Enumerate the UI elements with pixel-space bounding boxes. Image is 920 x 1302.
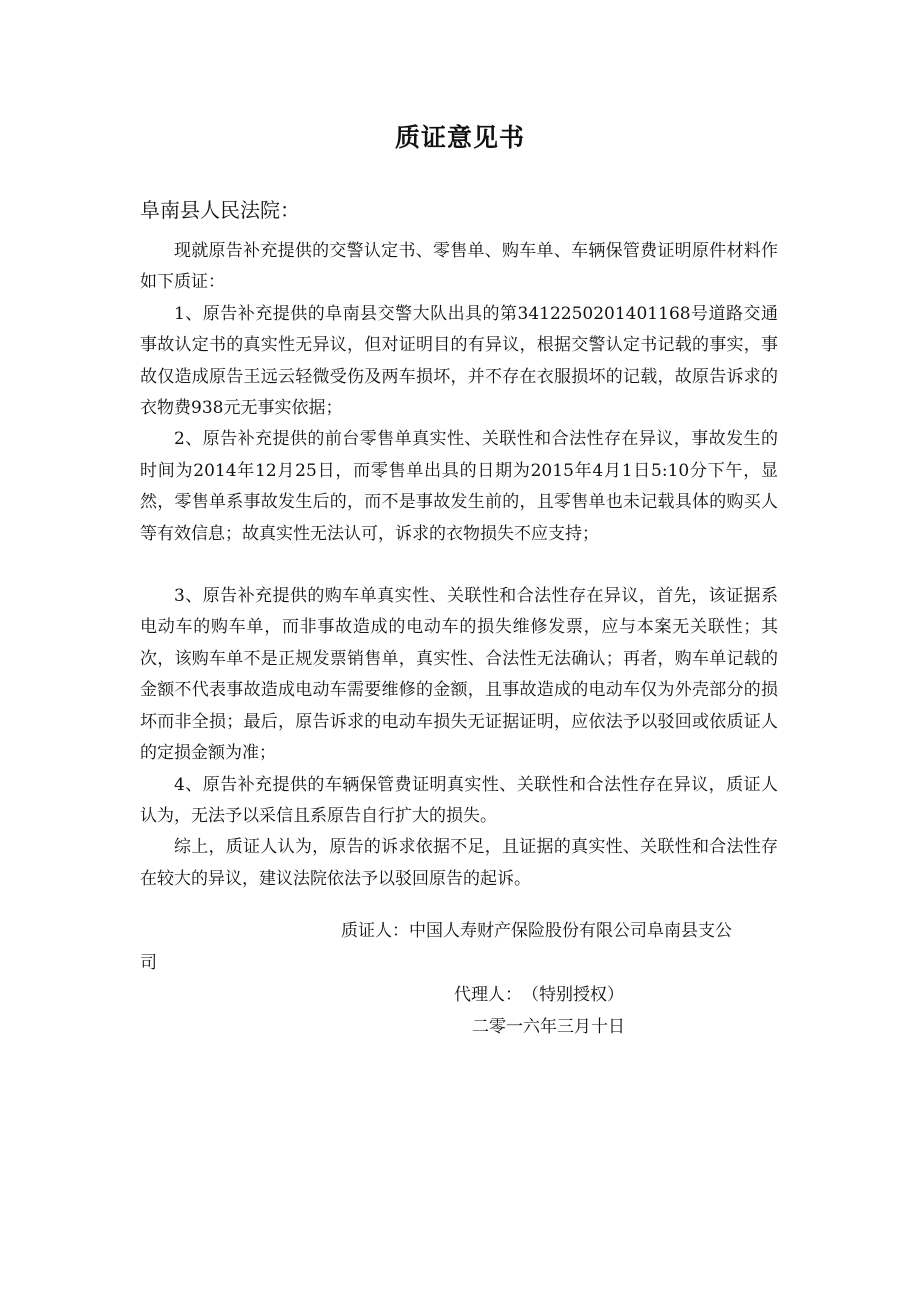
signatory-line: 质证人：中国人寿财产保险股份有限公司阜南县支公 — [341, 921, 732, 941]
point-3-paragraph: 3、原告补充提供的购车单真实性、关联性和合法性存在异议，首先，该证据系电动车的购车单，而非事故造成的电动车的损失维修发票，应与本案无关联性；其次，该购车单不是正规发票销售单，真实性、合法性无法确认；再者，购车单记载的金额不代表事故造成电动车需要维修的金额，且事故造成的电动车仅为外壳部分的损坏而非全损；最后，原告诉求的电动车损失无证据证明，应依法予以驳回或依质证人的定损金额为准； — [140, 586, 778, 764]
document-date: 二零一六年三月十日 — [472, 1017, 625, 1037]
agent-line: 代理人： （特别授权） — [454, 985, 624, 1005]
signatory-line-continued: 司 — [140, 953, 157, 973]
document-body — [140, 236, 778, 895]
intro-paragraph: 现就原告补充提供的交警认定书、零售单、购车单、车辆保管费证明原件材料作如下质证： — [140, 241, 778, 293]
document-title: 质证意见书 — [394, 123, 525, 152]
point-4-paragraph: 4、原告补充提供的车辆保管费证明真实性、关联性和合法性存在异议，质证人认为，无法予以采信且系原告自行扩大的损失。 — [140, 774, 778, 826]
point-1-paragraph: 1、原告补充提供的阜南县交警大队出具的第3412250201401168号道路交通事故认定书的真实性无异议，但对证明目的有异议，根据交警认定书记载的事实，事故仅造成原告王远云轻微受伤及两车损坏，并不存在衣服损坏的记载，故原告诉求的衣物费938元无事实依据； — [140, 303, 778, 419]
conclusion-paragraph: 综上，质证人认为，原告的诉求依据不足，且证据的真实性、关联性和合法性存在较大的异议，建议法院依法予以驳回原告的起诉。 — [140, 837, 778, 889]
point-2-paragraph: 2、原告补充提供的前台零售单真实性、关联性和合法性存在异议，事故发生的时间为2014年12月25日，而零售单出具的日期为2015年4月1日5:10分下午，显然，零售单系事故发生后的，而不是事故发生前的，且零售单也未记载具体的购买人等有效信息；故真实性无法认可，诉求的衣物损失不应支持； — [140, 429, 778, 544]
addressee: 阜南县人民法院： — [140, 198, 300, 222]
